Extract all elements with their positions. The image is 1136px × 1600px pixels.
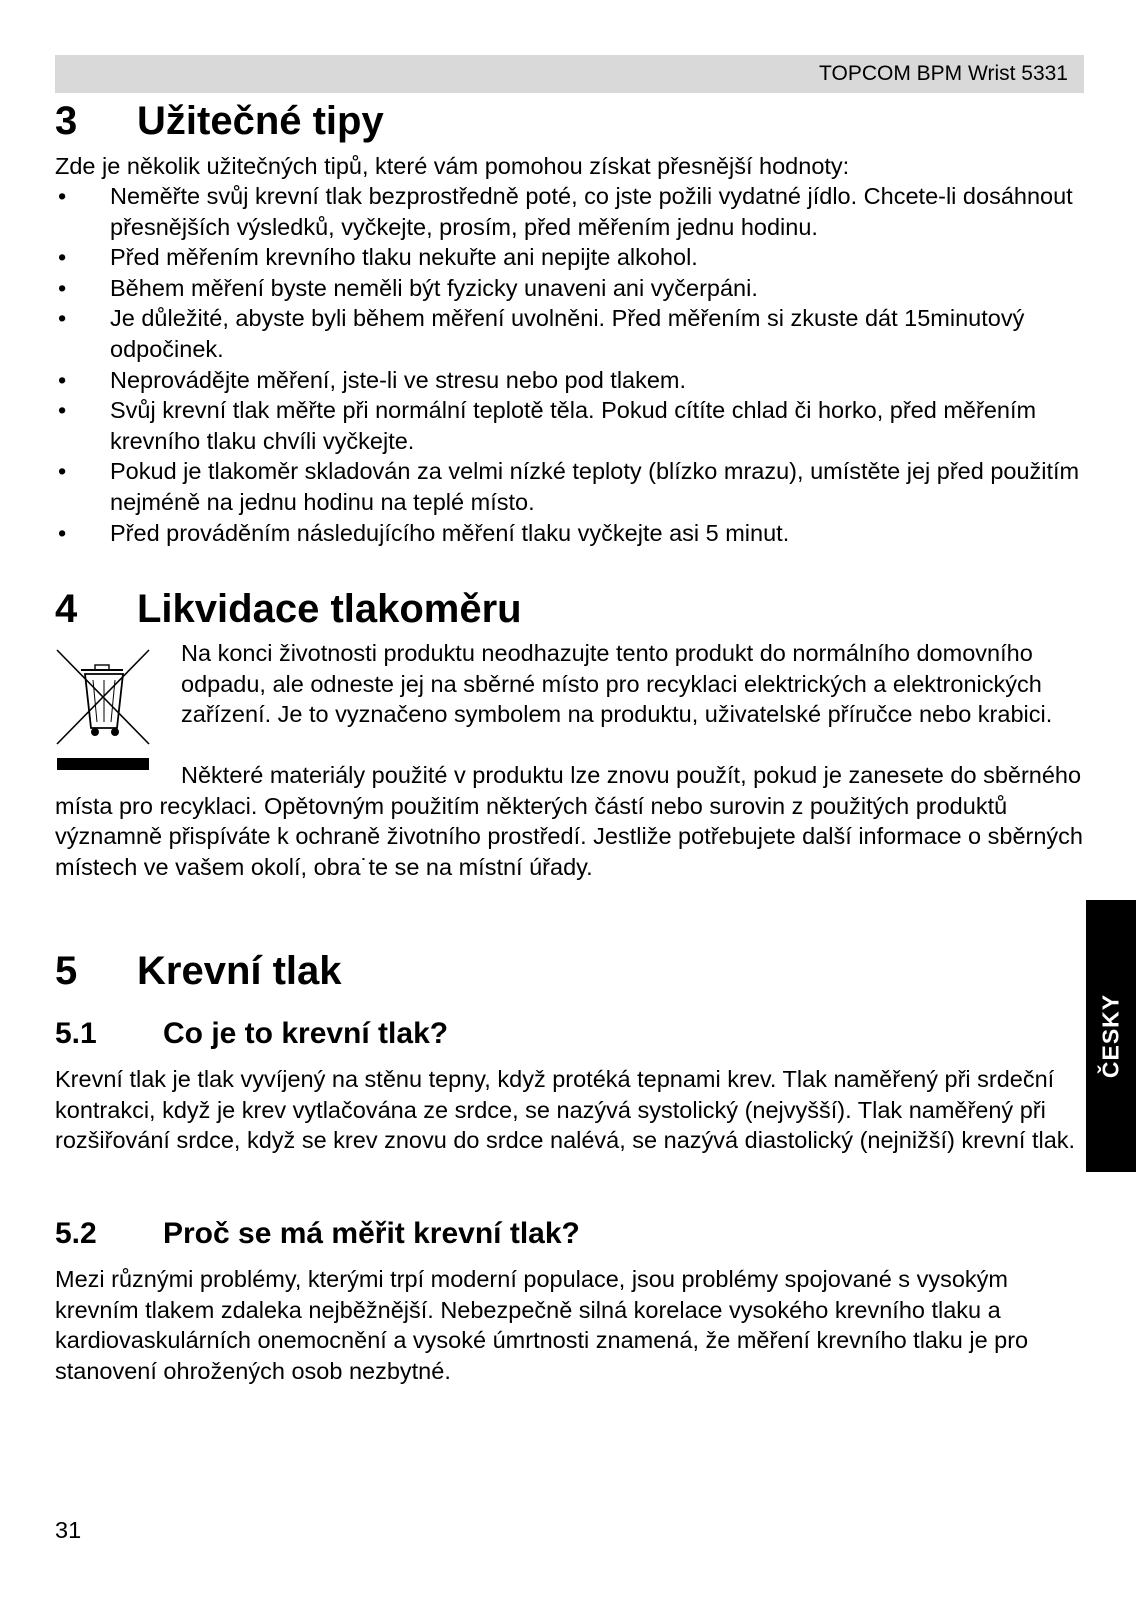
tip-text: Neměřte svůj krevní tlak bezprostředně poté, co jste požili vydatné jídlo. Chcete-li dosáhnout přesnějších výsledků, vyčkejte, prosím, před měřením jednu hodinu. (110, 183, 1073, 240)
section-5-heading (55, 948, 342, 994)
bullet: • (58, 305, 67, 332)
running-header (55, 55, 1084, 93)
subsection-5-2-heading (55, 1216, 580, 1252)
weee-crossed-bin-icon (55, 648, 155, 773)
section-3-number: 3 (55, 99, 78, 143)
language-label: ČESKY (1097, 993, 1124, 1079)
tip-item (55, 365, 1095, 396)
language-side-tab (1086, 900, 1136, 1172)
subsection-5-1-title: Co je to krevní tlak? (163, 1017, 449, 1050)
subsection-5-1-text: Krevní tlak je tlak vyvíjený na stěnu tepny, když protéká tepnami krev. Tlak naměřený při srdeční kontrakci, když je krev vytlačována ze srdce, se nazývá systolický (nejvyšší). Tlak naměřený při rozšiřování srdce, když se krev znovu do srdce nalévá, se nazývá diastolický (nejnižší) krevní tlak. (55, 1066, 1076, 1154)
tip-item (55, 273, 1095, 304)
tip-item (55, 303, 1095, 364)
tip-text: Pokud je tlakoměr skladován za velmi nízké teploty (blízko mrazu), umístěte jej před použitím nejméně na jednu hodinu na teplé místo. (110, 458, 1080, 515)
bullet: • (58, 366, 67, 393)
tips-intro: Zde je několik užitečných tipů, které vám pomohou získat přesnější hodnoty: (55, 153, 850, 179)
bullet: • (58, 244, 67, 271)
bullet: • (58, 458, 67, 485)
tip-text: Neprovádějte měření, jste-li ve stresu nebo pod tlakem. (110, 366, 687, 393)
tip-item (55, 395, 1095, 456)
section-5-number: 5 (55, 949, 78, 993)
subsection-5-2-number: 5.2 (55, 1217, 97, 1250)
subsection-5-2-text: Mezi různými problémy, kterými trpí moderní populace, jsou problémy spojované s vysokým krevním tlakem zdaleka nejběžnější. Nebezpečně silná korelace vysokého krevního tlaku a kardiovaskulárních onemocnění a vysoké úmrtnosti znamená, že měření krevního tlaku je pro stanovení ohrožených osob nezbytné. (55, 1266, 1029, 1384)
bullet: • (58, 519, 67, 546)
disposal-text-2: Některé materiály použité v produktu lze znovu použít, pokud je zanesete do sběrného místa pro recyklaci. Opětovným použitím některých částí nebo surovin z použitých produktů významně přispíváte k ochraně životního prostředí. Jestliže potřebujete další informace o sběrných místech ve vašem okolí, obra˙te se na místní úřady. (55, 762, 1083, 880)
bullet: • (58, 183, 67, 209)
tips-list (55, 181, 1095, 548)
bullet: • (58, 397, 67, 424)
section-5-title: Krevní tlak (137, 949, 342, 993)
subsection-5-1-number: 5.1 (55, 1017, 97, 1050)
subsection-5-2-title: Proč se má měřit krevní tlak? (163, 1217, 580, 1250)
header-title: TOPCOM BPM Wrist 5331 (819, 62, 1068, 85)
section-3-title: Užitečné tipy (137, 99, 384, 143)
disposal-text-1: Na konci životnosti produktu neodhazujte tento produkt do normálního domovního odpadu, ale odneste jej na sběrné místo pro recyklaci elektrických a elektronických zařízení. Je to vyznačeno symbolem na produktu, uživatelské příručce nebo krabici. (181, 640, 1053, 728)
tip-item (55, 181, 1095, 242)
tip-item (55, 518, 1095, 549)
page-number: 31 (55, 1517, 82, 1543)
bullet: • (58, 274, 67, 301)
tip-text: Je důležité, abyste byli během měření uvolněni. Před měřením si zkuste dát 15minutový odpočinek. (110, 305, 1025, 362)
tip-item (55, 456, 1095, 517)
tip-item (55, 242, 1095, 273)
subsection-5-1-heading (55, 1016, 448, 1052)
tip-text: Během měření byste neměli být fyzicky unaveni ani vyčerpáni. (110, 274, 758, 301)
tip-text: Před prováděním následujícího měření tlaku vyčkejte asi 5 minut. (110, 519, 790, 546)
tip-text: Před měřením krevního tlaku nekuřte ani nepijte alkohol. (110, 244, 698, 271)
section-4-heading (55, 586, 522, 632)
section-4-number: 4 (55, 587, 78, 631)
section-3-heading (55, 98, 384, 144)
tip-text: Svůj krevní tlak měřte při normální teplotě těla. Pokud cítíte chlad či horko, před měřením krevního tlaku chvíli vyčkejte. (110, 397, 1037, 454)
section-4-title: Likvidace tlakoměru (137, 587, 522, 631)
